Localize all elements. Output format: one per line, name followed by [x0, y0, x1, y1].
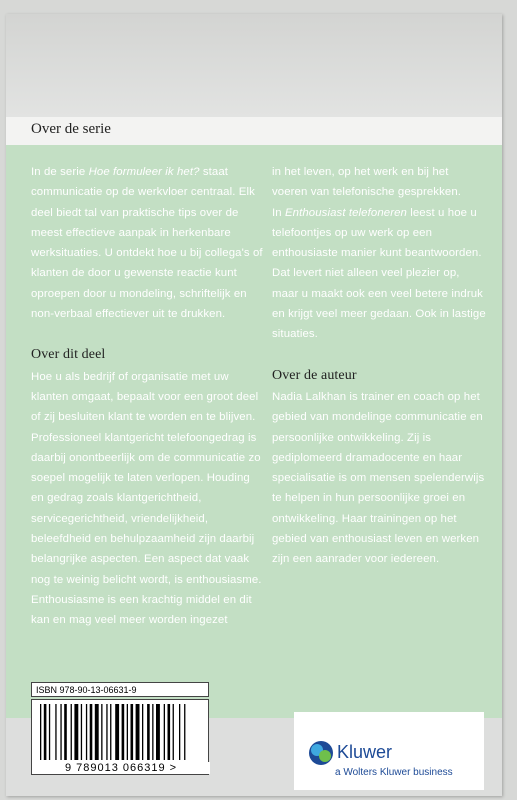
barcode-bar	[101, 704, 102, 760]
barcode-bar	[74, 704, 78, 760]
section-heading-auteur: Over de auteur	[272, 367, 357, 383]
barcode-bar	[49, 704, 50, 760]
barcode	[31, 699, 209, 775]
publisher-logo-box	[294, 712, 484, 790]
serie-paragraph	[31, 162, 263, 324]
barcode-digits: 9 789013 066319 >	[32, 762, 210, 774]
barcode-bar	[173, 704, 174, 760]
section-heading-deel: Over dit deel	[31, 347, 106, 363]
series-title: Hoe formuleer ik het?	[88, 166, 200, 178]
barcode-bar	[136, 704, 140, 760]
barcode-bar	[142, 704, 143, 760]
isbn-label: ISBN 978-90-13-06631-9	[31, 682, 209, 697]
book-back-cover	[6, 14, 502, 796]
barcode-bar	[44, 704, 47, 760]
text-panel	[6, 145, 502, 718]
barcode-bar	[168, 704, 171, 760]
barcode-bar	[95, 704, 99, 760]
book-title: Enthousiast telefoneren	[284, 206, 407, 219]
section-heading-serie: Over de serie	[31, 121, 111, 137]
spacer	[272, 345, 487, 366]
barcode-bars	[40, 704, 202, 760]
deel-paragraph-continued: in het leven, op het werk en bij het voeren van telefonische gesprekken.	[272, 166, 462, 199]
barcode-bar	[156, 704, 160, 760]
deel-text-a: In	[272, 206, 285, 219]
barcode-bar	[81, 704, 82, 760]
barcode-bar	[122, 704, 125, 760]
deel-text-b: leest u hoe u telefoontjes op uw werk op een enthousiaste manier kunt beantwoorden. Dat levert niet alleen veel plezier op, maar u maakt ook een veel betere indruk en krijgt veel meer gedaan. Ook in lastige situaties.	[272, 206, 486, 341]
serie-text-b: staat communicatie op de werkvloer centraal. Elk deel biedt tal van praktische tips over de meest effectieve aanpak in herkenbare werksituaties. U ontdekt hoe u bij collega's of klanten de door u gewenste reactie kunt oproepen door u mondeling, schriftelijk en non-verbaal effectiever uit te drukken.	[31, 166, 263, 321]
barcode-bar	[115, 704, 119, 760]
barcode-bar	[86, 704, 87, 760]
publisher-name: Kluwer	[337, 742, 393, 762]
barcode-bar	[106, 704, 107, 760]
barcode-bar	[110, 704, 111, 760]
barcode-bar	[152, 704, 153, 760]
publisher-tagline: a Wolters Kluwer business	[335, 767, 453, 778]
barcode-bar	[184, 704, 185, 760]
deel-paragraph-2	[272, 203, 487, 345]
barcode-bar	[55, 704, 56, 760]
barcode-bar	[64, 704, 67, 760]
barcode-bar	[40, 704, 41, 760]
right-column	[272, 162, 487, 570]
barcode-bar	[60, 704, 61, 760]
barcode-bar	[147, 704, 150, 760]
barcode-bar	[90, 704, 93, 760]
series-label-band	[6, 117, 502, 145]
left-column	[31, 162, 263, 631]
barcode-area	[31, 682, 209, 786]
auteur-paragraph: Nadia Lalkhan is trainer en coach op het gebied van mondelinge communicatie en persoonlijke ontwikkeling. Zij is gediplomeerd dramadocente en haar specialisatie is om mensen spelenderwijs te helpen in hun persoonlijke groei en ontwikkeling. Haar trainingen op het gebied van enthousiast leven en werken zijn een aanrader voor iedereen.	[272, 390, 485, 566]
spacer	[31, 324, 263, 345]
kluwer-logo-icon	[308, 740, 334, 766]
deel-paragraph: Hoe u als bedrijf of organisatie met uw klanten omgaat, bepaalt voor een groot deel of zij besluiten klant te worden en te blijven. Professioneel klantgericht telefoongedrag is daarbij onontbeerlijk om de communicatie zo soepel mogelijk te laten verlopen. Houding en gedrag zoals klantgerichtheid, servicegerichtheid, vriendelijkheid, beleefdheid en behulpzaamheid zijn daarbij belangrijke aspecten. Een aspect dat vaak nog te weinig belicht wordt, is enthousiasme. Enthousiasme is een krachtig middel en dit kan en mag veel meer worden ingezet	[31, 370, 262, 627]
barcode-bar	[127, 704, 128, 760]
barcode-bar	[179, 704, 180, 760]
barcode-bar	[71, 704, 72, 760]
serie-text-a: In de serie	[31, 166, 89, 178]
barcode-bar	[131, 704, 134, 760]
barcode-bar	[164, 704, 165, 760]
